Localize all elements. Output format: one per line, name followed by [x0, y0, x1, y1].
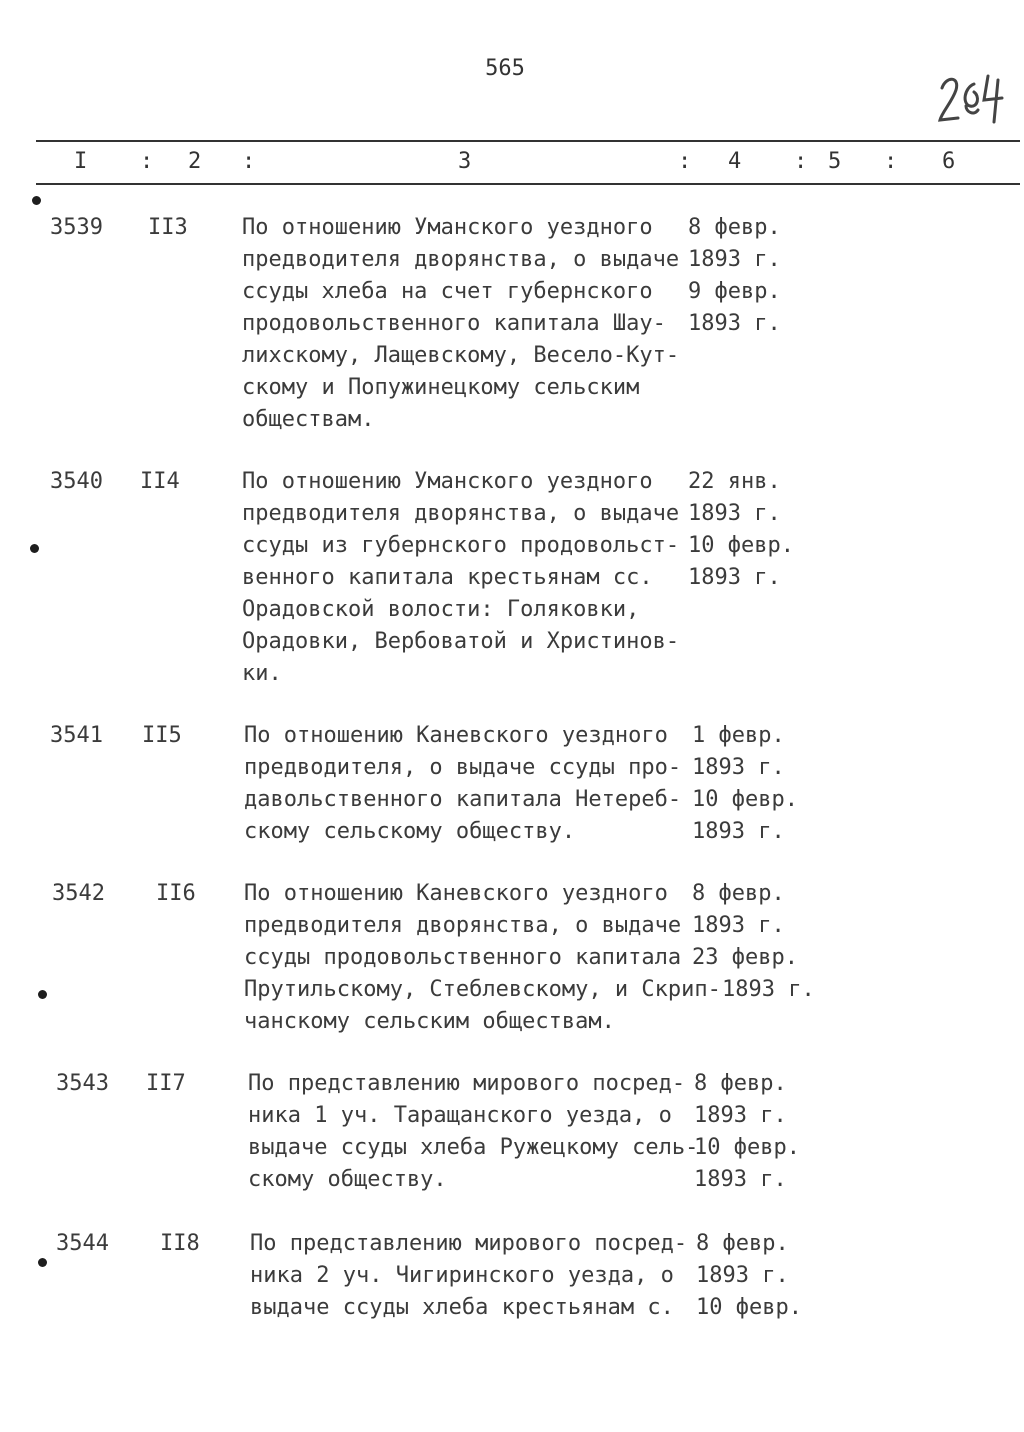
entry-dates: 8 февр. 1893 г. 23 февр. 1893 г.	[692, 881, 815, 1002]
entry-dates: 8 февр. 1893 г. 10 февр. 1893 г.	[694, 1071, 800, 1192]
entry-number: 3541	[50, 723, 103, 748]
entry-description: По отношению Уманского уездного предводителя дворянства, о выдаче ссуды из губернского продовольст- венного капитала крестьянам сс. Орадовской волости: Голяковки, Орадовки, Вербоватой и Христинов- ки.	[242, 469, 680, 686]
entry-description: По отношению Каневского уездного предводителя дворянства, о выдаче ссуды продовольственного капитала Прутильскому, Стеблевскому, и Скрип- чанскому сельским обществам.	[244, 881, 721, 1034]
entry-number: 3540	[50, 469, 103, 494]
sheet-number: II7	[146, 1071, 186, 1096]
column-header-6: 6	[942, 149, 956, 174]
column-separator: :	[242, 149, 256, 174]
sheet-number: II8	[160, 1231, 200, 1256]
archive-number	[936, 70, 1008, 130]
column-header-1: I	[74, 149, 88, 174]
entry-dates: 1 февр. 1893 г. 10 февр. 1893 г.	[692, 723, 798, 844]
column-header-3: 3	[458, 149, 472, 174]
binder-hole-speck	[38, 1258, 47, 1267]
entry-number: 3539	[50, 215, 103, 240]
entry-description: По представлению мирового посред- ника 1 уч. Таращанского уезда, о выдаче ссуды хлеба Ружецкому сель- скому обществу.	[248, 1071, 699, 1192]
sheet-number: II4	[140, 469, 180, 494]
entry-dates: 8 февр. 1893 г. 9 февр. 1893 г.	[688, 215, 781, 336]
sheet-number: II3	[148, 215, 188, 240]
binder-hole-speck	[38, 990, 47, 999]
column-header-4: 4	[728, 149, 742, 174]
entry-dates: 22 янв. 1893 г. 10 февр. 1893 г.	[688, 469, 794, 590]
entry-dates: 8 февр. 1893 г. 10 февр.	[696, 1231, 802, 1320]
binder-hole-speck	[30, 544, 39, 553]
page-number: 565	[485, 56, 525, 81]
column-header-2: 2	[188, 149, 202, 174]
column-separator: :	[140, 149, 154, 174]
column-separator: :	[884, 149, 898, 174]
handwritten-archive-number	[936, 70, 1008, 126]
sheet-number: II6	[156, 881, 196, 906]
column-separator: :	[794, 149, 808, 174]
header-rule-bottom	[36, 183, 1020, 185]
column-separator: :	[678, 149, 692, 174]
sheet-number: II5	[142, 723, 182, 748]
header-rule-top	[36, 140, 1020, 142]
entry-description: По представлению мирового посред- ника 2 уч. Чигиринского уезда, о выдаче ссуды хлеба крестьянам с.	[250, 1231, 688, 1320]
entry-number: 3544	[56, 1231, 109, 1256]
entry-number: 3542	[52, 881, 105, 906]
entry-description: По отношению Каневского уездного предводителя, о выдаче ссуды про- давольственного капитала Нетереб- скому сельскому обществу.	[244, 723, 682, 844]
binder-hole-speck	[32, 196, 41, 205]
entry-number: 3543	[56, 1071, 109, 1096]
entry-description: По отношению Уманского уездного предводителя дворянства, о выдаче ссуды хлеба на счет губернского продовольственного капитала Шау- лихскому, Лащевскому, Весело-Кут- скому и Попужинецкому сельским обществам.	[242, 215, 680, 432]
column-header-5: 5	[828, 149, 842, 174]
